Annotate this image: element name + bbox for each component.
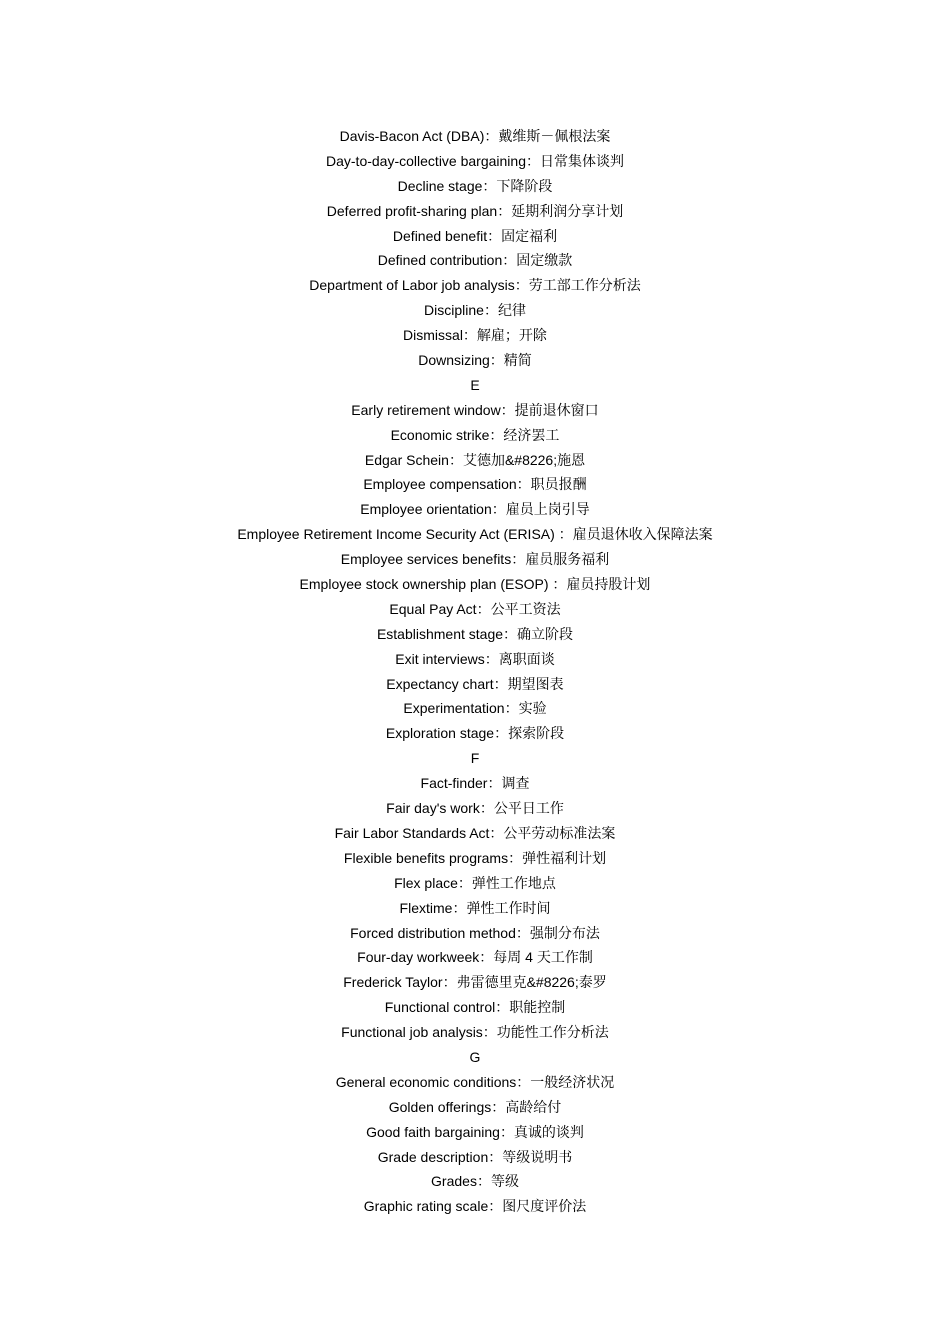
glossary-entry: Employee services benefits：雇员服务福利 [340,551,610,568]
glossary-entry: Day-to-day-collective bargaining：日常集体谈判 [326,152,624,169]
glossary-entry: Establishment stage：确立阶段 [376,625,574,642]
glossary-entry: Davis-Bacon Act (DBA)：戴维斯－佩根法案 [339,128,611,144]
glossary-entry: Edgar Schein：艾德加&#8226;施恩 [364,451,586,468]
glossary-list [0,124,950,1219]
glossary-entry: Employee Retirement Income Security Act (ERISA) ：雇员退休收入保障法案 [237,526,713,543]
glossary-entry: Forced distribution method：强制分布法 [350,924,600,941]
glossary-entry: Grade description：等级说明书 [377,1148,573,1165]
glossary-entry: Economic strike：经济罢工 [390,426,560,443]
glossary-entry: Expectancy chart：期望图表 [386,675,564,692]
glossary-entry: Defined benefit：固定福利 [392,227,558,244]
glossary-entry: Experimentation：实验 [403,700,547,717]
glossary-entry: Downsizing：精简 [418,352,532,369]
glossary-entry: Decline stage：下降阶段 [397,177,553,194]
glossary-entry: Equal Pay Act：公平工资法 [389,600,561,617]
section-letter: E [470,376,480,393]
glossary-entry: Fact-finder：调查 [420,775,530,792]
glossary-entry: Functional control：职能控制 [384,999,566,1016]
glossary-entry: Frederick Taylor：弗雷德里克&#8226;泰罗 [343,974,607,991]
glossary-entry: Department of Labor job analysis：劳工部工作分析法 [309,277,641,294]
glossary-entry: Golden offerings：高龄给付 [388,1098,562,1115]
glossary-entry: General economic conditions：一般经济状况 [335,1073,615,1090]
glossary-entry: Four-day workweek：每周 4 天工作制 [357,949,593,966]
glossary-entry: Employee compensation：职员报酬 [363,476,587,493]
glossary-entry: Exit interviews：离职面谈 [395,650,555,667]
glossary-entry: Dismissal：解雇；开除 [403,327,547,344]
glossary-entry: Good faith bargaining：真诚的谈判 [366,1123,584,1140]
glossary-entry: Flextime：弹性工作时间 [399,899,551,916]
glossary-entry: Grades：等级 [431,1173,519,1190]
section-letter: G [469,1048,481,1065]
glossary-entry: Graphic rating scale：图尺度评价法 [363,1198,587,1215]
section-letter: F [470,750,480,767]
glossary-entry: Defined contribution：固定缴款 [377,252,573,269]
glossary-entry: Employee stock ownership plan (ESOP) ：雇员持股计划 [299,576,651,593]
glossary-entry: Fair Labor Standards Act：公平劳动标准法案 [334,824,616,841]
glossary-entry: Deferred profit-sharing plan：延期利润分享计划 [326,202,624,219]
glossary-entry: Early retirement window：提前退休窗口 [351,401,599,418]
glossary-entry: Discipline：纪律 [424,302,526,319]
glossary-entry: Flex place：弹性工作地点 [394,874,556,891]
glossary-entry: Exploration stage：探索阶段 [385,725,565,742]
glossary-entry: Flexible benefits programs：弹性福利计划 [343,849,607,866]
glossary-entry: Employee orientation：雇员上岗引导 [360,501,590,518]
glossary-entry: Functional job analysis：功能性工作分析法 [341,1024,609,1041]
glossary-entry: Fair day's work：公平日工作 [386,800,564,817]
